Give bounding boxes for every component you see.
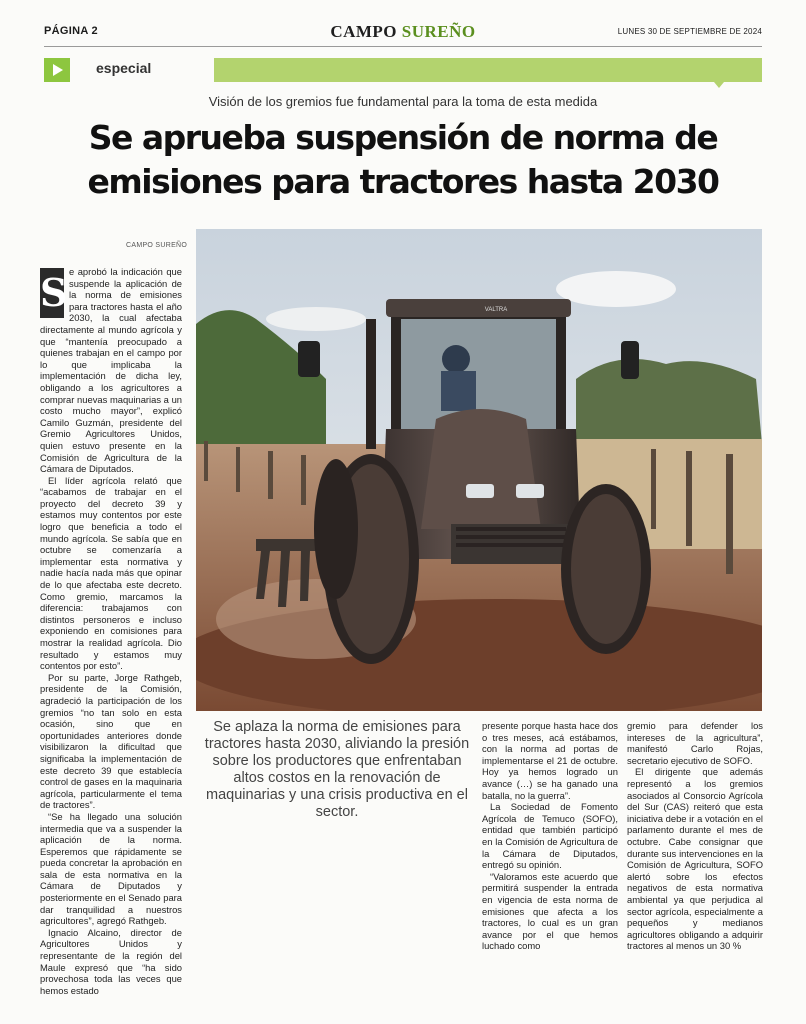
article-column-3 <box>482 720 618 952</box>
paragraph-4: “Se ha llegado una solución intermedia que va a suspender la aplicación de la norma. Esperemos que rápidamente se pueda concretar la aprobación en sala de esta normativa en la Cámara de Diputados y posteriormente en el Senado para dar tranquilidad a nuestros agricultores”, agregó Rathgeb. <box>40 810 182 927</box>
paragraph-3: Por su parte, Jorge Rathgeb, presidente de la Comisión, agradeció la participación de los gremios “no tan solo en esta ocasión, sino que en oportunidades anteriores donde visibilizaron la dificultad que significaba la implementación de este decreto 39 que establecía control de gases en la maquinaria agrícola, particularmente el tema de tractores”. <box>40 671 182 811</box>
paragraph-1-text: e aprobó la indicación que suspende la aplicación de la norma de emisiones para tractores hasta el año 2030, la cual afectaba directamente al mundo agrícola y que “mantenía preocupado a quienes trabajan en el campo por lo que implicaba la implementación de dicha ley, obligando a los agricultores a comprar nuevas maquinarias a un costo mucho mayor”, explicó Camilo Guzmán, presidente del Gremio Agricultores Unidos, quien estuvo presente en la Comisión de Agricultura de la Cámara de Diputados. <box>40 266 182 475</box>
article-column-4 <box>627 720 763 952</box>
photo-caption: Se aplaza la norma de emisiones para tractores hasta 2030, aliviando la presión sobre los productores que enfrentaban altos costos en la renovación de maquinarias y una crisis productiva en el sector. <box>204 719 470 820</box>
article-kicker: Visión de los gremios fue fundamental para la toma de esta medida <box>208 94 598 109</box>
drop-cap: S <box>40 268 64 318</box>
paragraph-9: gremio para defender los intereses de la agricultura”, manifestó Carlo Rojas, secretario ejecutivo de SOFO. <box>627 720 763 766</box>
tractor-photo <box>196 229 762 711</box>
page-header <box>44 22 762 47</box>
tractor-illustration <box>196 229 762 711</box>
paragraph-2: El líder agrícola relató que “acabamos de trabajar en el proyecto del decreto 39 y estamos muy contentos por este logro que beneficia a todo el mundo agrícola. Se sabía que en octubre se comenzaría a implementar esta normativa y nadie hacía nada más que opinar de lo que afectaba este decreto. Como gremio, marcamos la diferencia: trabajamos con distintos personeros e incluso exponiendo en comisiones para mostrar la realidad agrícola. Dio resultado y estamos muy contentos por esto”. <box>40 474 182 672</box>
page-number: PÁGINA 2 <box>44 25 98 37</box>
play-arrow-icon <box>44 58 70 82</box>
paragraph-5: Ignacio Alcaino, director de Agricultores Unidos y representante de la región del Maule expresó que “ha sido provechosa toda las veces que hemos estado <box>40 926 182 996</box>
masthead-campo: CAMPO <box>330 22 398 41</box>
issue-date: LUNES 30 DE SEPTIEMBRE DE 2024 <box>617 27 762 36</box>
article-column-1 <box>40 266 182 996</box>
paragraph-10: El dirigente que además representó a los gremios asociados al Consorcio Agrícola del Sur (CAS) reiteró que esta iniciativa debe ir a votación en el parlamento durante el mes de octubre. Cabe consignar que durante sus intervenciones en la Comisión de Agricultura, SOFO alertó sobre los efectos negativos de esta normativa ambiental ya que perjudica al sector agrícola, especialmente a pequeños y medianos agricultores obligando a adquirir tractores al menos un 30 % <box>627 766 763 952</box>
masthead-sureno: SUREÑO <box>401 22 476 41</box>
section-label: especial <box>96 60 152 76</box>
paragraph-6: presente porque hasta hace dos o tres meses, acá estábamos, con la norma ad portas de implementarse el 21 de octubre. Hoy ya hemos logrado un avance (…) se ha ganado una batalla, no la guerra”. <box>482 720 618 801</box>
section-bar-notch <box>714 82 724 88</box>
section-banner <box>44 58 762 82</box>
section-bar <box>214 58 762 82</box>
article-byline: CAMPO SUREÑO <box>126 242 188 249</box>
paragraph-1 <box>40 266 182 475</box>
tractor-brand: VALTRA <box>484 307 508 313</box>
paragraph-8: “Valoramos este acuerdo que permitirá suspender la entrada en vigencia de esta norma de emisiones que afecta a los tractores, lo cual es un gran avance por el que hemos luchado como <box>482 870 618 952</box>
paragraph-7: La Sociedad de Fomento Agrícola de Temuco (SOFO), entidad que también participó en la Comisión de Agricultura de la Cámara de Diputados, entregó su opinión. <box>482 801 618 871</box>
article-headline: Se aprueba suspensión de norma de emisiones para tractores hasta 2030 <box>87 118 719 201</box>
